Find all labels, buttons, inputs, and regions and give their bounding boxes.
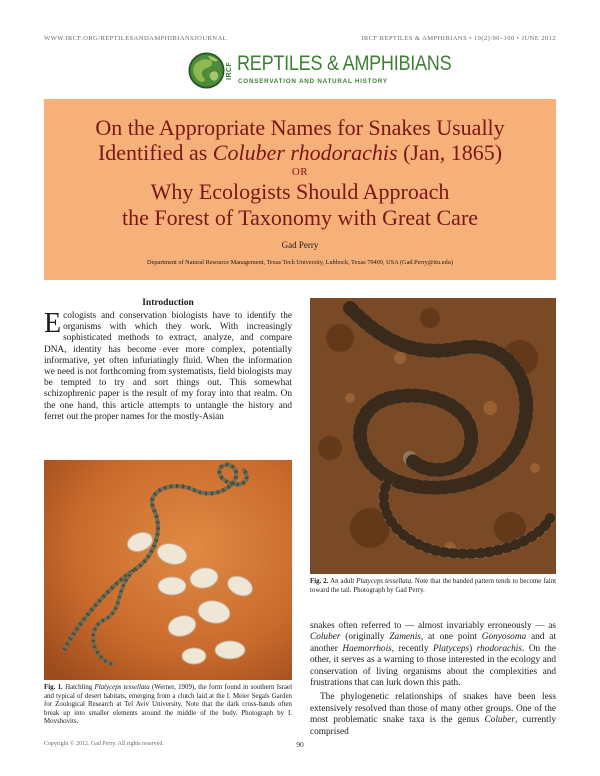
figure-2-caption bbox=[310, 578, 556, 595]
body-text: , recently bbox=[391, 643, 433, 654]
journal-url[interactable]: WWW.IRCF.ORG/REPTILESANDAMPHIBIANSJOURNAL bbox=[44, 35, 228, 42]
species-name: Platyceps tessellata bbox=[356, 578, 412, 585]
article-title-line-1: On the Appropriate Names for Snakes Usually bbox=[95, 115, 505, 140]
article-title-line-3: Why Ecologists Should Approach bbox=[150, 179, 450, 204]
body-text: . On the other, it serves as a warning to those interested in the ecology and conservation of living organisms about the complexities and frustrations that can lurk down this path. bbox=[310, 643, 557, 689]
article-title-line-4: the Forest of Taxonomy with Great Care bbox=[121, 205, 479, 230]
hatchling-snake-image bbox=[44, 460, 292, 680]
genus-name: Platyceps bbox=[433, 643, 470, 654]
article-title-line-2 bbox=[44, 140, 556, 166]
figure-1-caption bbox=[44, 684, 292, 727]
author-name: Gad Perry bbox=[281, 240, 319, 250]
genus-name: Coluber bbox=[484, 715, 515, 726]
body-text: , currently comprised bbox=[310, 715, 556, 737]
journal-citation: IRCF REPTILES & AMPHIBIANS • 19(2):90–100 • JUNE 2012 bbox=[361, 35, 556, 42]
intro-paragraph bbox=[44, 308, 292, 423]
title-or: OR bbox=[291, 166, 309, 178]
figure-1-photo bbox=[44, 460, 292, 680]
caption-text: Hatchling bbox=[62, 684, 95, 691]
body-text: (originally bbox=[340, 632, 390, 643]
body-text: ) bbox=[469, 643, 477, 654]
figure-label: Fig. 2. bbox=[310, 578, 329, 585]
journal-title: REPTILES & AMPHIBIANS bbox=[237, 52, 452, 75]
page-number: 90 bbox=[296, 740, 304, 749]
drop-cap: E bbox=[44, 308, 62, 339]
genus-name: Haemorrhois bbox=[342, 643, 392, 654]
adult-snake-image bbox=[310, 298, 556, 574]
species-name: Coluber rhodorachis bbox=[212, 140, 398, 165]
body-paragraph bbox=[310, 621, 556, 689]
caption-text: (Werner, 1909), the form found in southern Israel and typical of desert habitats, emerging from a clutch laid at the I. Meier Segals Garden for Zoological Research at Tel Aviv University. Note that the dark cross-bands often break up into smaller elements around the middle of the body. Photograph by I. Movshovits. bbox=[44, 684, 292, 726]
body-text: , at one point bbox=[420, 632, 482, 643]
caption-text: An adult bbox=[328, 578, 357, 585]
intro-text: cologists and conservation biologists have to identify the organisms with which they work. With increasingly sophisticated methods to extract, analyze, and compare DNA, identity has become ever more complex, potentially informative, yet often infuriatingly fluid. When the information we need is not forthcoming from systematists, field biologists may be tempted to try and sort things out. This somewhat schizophrenic paper is the result of my foray into that realm. On the one hand, this article attempts to untangle the history and ferret out the proper names for the mostly-Asian bbox=[44, 311, 292, 422]
genus-name: Zamenis bbox=[389, 632, 421, 643]
section-heading-introduction: Introduction bbox=[142, 298, 194, 308]
title-text: Identified as bbox=[97, 140, 213, 165]
title-text: (Jan, 1865) bbox=[397, 140, 503, 165]
figure-2-photo bbox=[310, 298, 556, 574]
right-column-text bbox=[310, 621, 556, 741]
author-affiliation: Department of Natural Resource Management, Texas Tech University, Lubbock, Texas 79409, USA (Gad.Perry@ttu.edu) bbox=[147, 259, 453, 266]
body-text: snakes often referred to — almost invariably erroneously — as bbox=[310, 621, 556, 631]
page-footer bbox=[44, 741, 556, 751]
journal-subtitle: CONSERVATION AND NATURAL HISTORY bbox=[238, 78, 388, 85]
copyright-notice: Copyright © 2012. Gad Perry. All rights reserved. bbox=[44, 741, 164, 747]
ircf-vertical-label: IRCF bbox=[226, 61, 233, 81]
genus-name: Gonyosoma bbox=[481, 632, 527, 643]
body-text: The phylogenetic relationships of snakes have been less extensively resolved than those of many other groups. One of the most problematic snake taxa is the genus bbox=[310, 692, 556, 726]
running-header bbox=[44, 35, 556, 47]
globe-logo-icon bbox=[188, 52, 225, 89]
body-paragraph bbox=[310, 692, 556, 738]
species-name: Platyceps tessellata bbox=[94, 684, 150, 691]
species-name: rhodorachis bbox=[476, 643, 523, 654]
body-text: and at another bbox=[310, 632, 556, 654]
figure-label: Fig. 1. bbox=[44, 684, 63, 691]
journal-masthead bbox=[188, 52, 452, 92]
genus-name: Coluber bbox=[310, 632, 341, 643]
article-title-box bbox=[44, 99, 556, 280]
caption-text: . Note that the banded pattern tends to become faint toward the tail. Photograph by Gad Perry. bbox=[310, 578, 556, 594]
